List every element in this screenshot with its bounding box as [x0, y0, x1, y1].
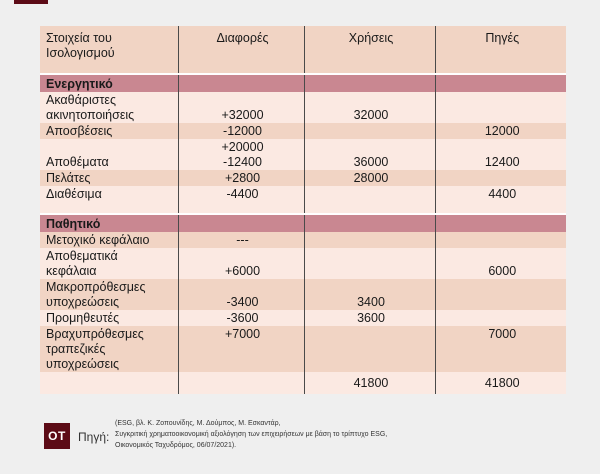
row-uses [304, 248, 435, 279]
row-label: Προμηθευτές [40, 310, 178, 326]
row-sources [435, 279, 566, 310]
row-label-line: Μακροπρόθεσμες [46, 280, 146, 294]
top-accent-bar [14, 0, 48, 4]
header-items-line1: Στοιχεία του [46, 31, 112, 45]
row-label-line: υποχρεώσεις [46, 295, 119, 309]
row-sources [435, 310, 566, 326]
row-uses [304, 186, 435, 202]
total-sources: 41800 [435, 372, 566, 394]
row-label: Αποσβέσεις [40, 123, 178, 139]
source-label: Πηγή: [78, 430, 110, 444]
row-diff: -12000 [178, 123, 304, 139]
row-label [40, 139, 178, 170]
row-uses: 32000 [304, 92, 435, 123]
row-diff: -3400 [178, 279, 304, 310]
row-diff: +6000 [178, 248, 304, 279]
row-uses: 36000 [304, 139, 435, 170]
row-diff: --- [178, 232, 304, 248]
row-sources: 6000 [435, 248, 566, 279]
row-label-line: υποχρεώσεις [46, 357, 119, 371]
row-diff: +32000 [178, 92, 304, 123]
table-row [40, 92, 566, 123]
section-assets-title: Ενεργητικό [40, 74, 178, 92]
table-row [40, 123, 566, 139]
spacer-row [40, 202, 566, 214]
row-uses [304, 123, 435, 139]
header-uses: Χρήσεις [304, 26, 435, 74]
table-row [40, 310, 566, 326]
row-diff: -4400 [178, 186, 304, 202]
row-uses: 3600 [304, 310, 435, 326]
row-diff: +2800 [178, 170, 304, 186]
balance-sheet-table [40, 26, 566, 394]
row-label [40, 279, 178, 310]
row-sources [435, 92, 566, 123]
table-row [40, 232, 566, 248]
section-liabilities-title: Παθητικό [40, 214, 178, 232]
row-uses: 28000 [304, 170, 435, 186]
row-diff: -3600 [178, 310, 304, 326]
row-sources: 12000 [435, 123, 566, 139]
row-diff: +7000 [178, 326, 304, 372]
table-header-row [40, 26, 566, 74]
source-line: (ESG, βλ. Κ. Ζοπουνίδης, Μ. Δούμπος, Μ. Εσκαντάρ, [115, 420, 281, 427]
row-label: Πελάτες [40, 170, 178, 186]
ot-logo: ΟΤ [44, 423, 70, 449]
row-sources [435, 232, 566, 248]
row-uses: 3400 [304, 279, 435, 310]
source-citation [115, 418, 495, 451]
row-label-line: ακινητοποιήσεις [46, 108, 135, 122]
table-row [40, 326, 566, 372]
row-diff: +20000 -12400 [178, 139, 304, 170]
row-label [40, 248, 178, 279]
section-liabilities [40, 214, 566, 232]
header-items-line2: Ισολογισμού [46, 46, 115, 60]
table-row [40, 186, 566, 202]
row-sources: 12400 [435, 139, 566, 170]
row-sources: 4400 [435, 186, 566, 202]
row-sources: 7000 [435, 326, 566, 372]
row-label [40, 326, 178, 372]
row-label: Διαθέσιμα [40, 186, 178, 202]
table-row [40, 248, 566, 279]
totals-row [40, 372, 566, 394]
row-label [40, 92, 178, 123]
row-uses [304, 232, 435, 248]
table-row [40, 170, 566, 186]
table-row [40, 279, 566, 310]
row-label-line: Βραχυπρόθεσμες [46, 327, 144, 341]
row-label: Μετοχικό κεφάλαιο [40, 232, 178, 248]
table-row [40, 139, 566, 170]
row-sources [435, 170, 566, 186]
source-line: Οικονομικός Ταχυδρόμος, 06/07/2021). [115, 442, 237, 449]
total-uses: 41800 [304, 372, 435, 394]
section-assets [40, 74, 566, 92]
row-label-line: κεφάλαια [46, 264, 97, 278]
header-differences: Διαφορές [178, 26, 304, 74]
row-label-line: Αποθέματα [46, 155, 109, 169]
header-sources: Πηγές [435, 26, 566, 74]
row-label-line: τραπεζικές [46, 342, 106, 356]
row-label-line: Αποθεματικά [46, 249, 118, 263]
row-label-line: Ακαθάριστες [46, 93, 116, 107]
source-line: Συγκριτική χρηματοοικονομική αξιολόγηση των επιχειρήσεων με βάση το τρίπτυχο ESG, [115, 431, 388, 438]
row-uses [304, 326, 435, 372]
header-items [40, 26, 178, 74]
